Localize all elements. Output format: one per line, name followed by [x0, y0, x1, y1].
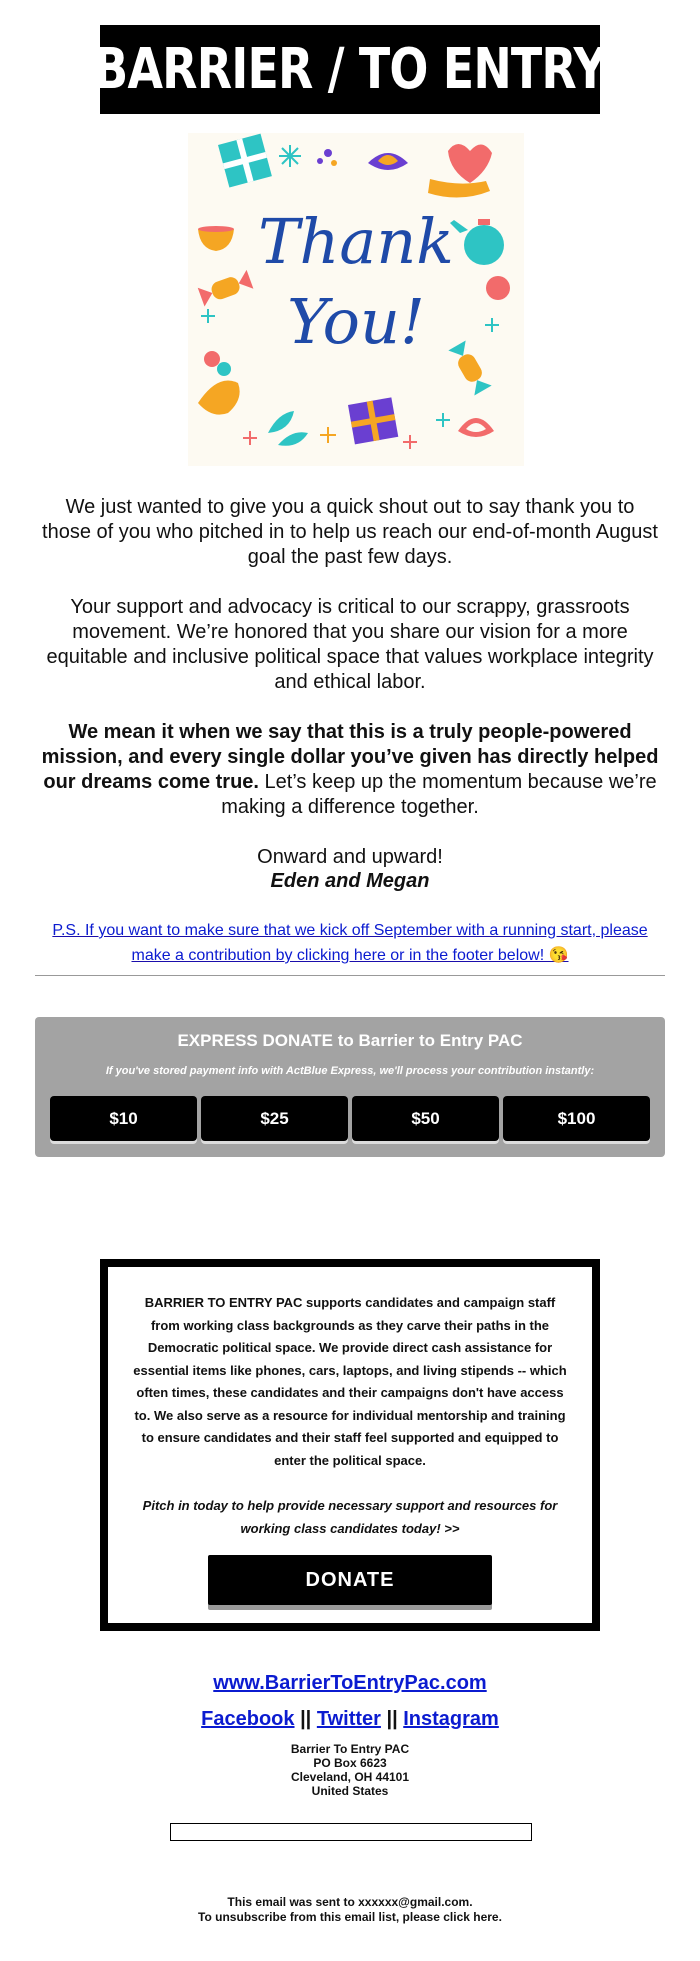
- social-links: [0, 1708, 700, 1731]
- pitch-text: Pitch in today to help provide necessary support and resources for working class candidates today! >>: [142, 1498, 558, 1536]
- you-text: You!: [287, 285, 425, 358]
- teapot-icon: [450, 219, 504, 265]
- message-paragraph-1: We just wanted to give you a quick shout out to say thank you to those of you who pitched in to help us reach our end-of-month August goal the past few days.: [42, 496, 658, 568]
- teacup-icon: [198, 226, 234, 251]
- address-name: Barrier To Entry PAC: [290, 1742, 410, 1756]
- about-text: BARRIER TO ENTRY PAC supports candidates and campaign staff from working class backgrounds as they carve their paths in the Democratic political space. We provide direct cash assistance for essential items like phones, cars, laptops, and living stipends -- which often times, these candidates and their campaigns don't have access to. We also serve as a resource for individual mentorship and training to ensure candidates and their staff feel supported and equipped to enter the political space.: [133, 1295, 567, 1468]
- message-paragraph-3-rest: Let’s keep up the momentum because we’re making a difference together.: [221, 771, 657, 818]
- flower-hand-icon: [198, 351, 240, 415]
- thank-text: Thank: [258, 205, 454, 278]
- flower-icon: [368, 153, 408, 170]
- mailing-address: [0, 1742, 700, 1798]
- thank-you-image: [188, 133, 524, 466]
- footer: [0, 1895, 700, 1925]
- donate-10-button[interactable]: $10: [50, 1096, 197, 1141]
- donate-50-button[interactable]: $50: [352, 1096, 499, 1141]
- donation-amounts: [50, 1096, 650, 1141]
- instagram-link[interactable]: Instagram: [403, 1708, 499, 1730]
- sparkle-icon: [320, 427, 336, 443]
- message-paragraph-3-bold: We mean it when we say that this is a truly people-powered mission, and every single dollar you’ve given has directly helped our dreams come true.: [41, 721, 659, 793]
- message-paragraph-3: [40, 720, 660, 820]
- ps-link-text[interactable]: P.S. If you want to make sure that we kick off September with a running start, please make a contribution by clicking here or in the footer below! 😘: [52, 922, 648, 964]
- heart-hand-icon: [428, 144, 492, 198]
- facebook-link[interactable]: Facebook: [201, 1708, 295, 1730]
- signature: Eden and Megan: [270, 870, 430, 892]
- donate-100-button[interactable]: $100: [503, 1096, 650, 1141]
- twitter-link[interactable]: Twitter: [316, 1708, 381, 1730]
- message-paragraph-2: Your support and advocacy is critical to our scrappy, grassroots movement. We’re honored that you share our vision for a more equitable and inclusive political space that values workplace integrity and ethical labor.: [46, 596, 654, 693]
- express-title: EXPRESS DONATE to Barrier to Entry PAC: [177, 1031, 523, 1050]
- logo-text: BARRIER / TO ENTRY: [93, 37, 607, 102]
- leaf-icon: [268, 411, 308, 446]
- signoff: [40, 845, 660, 893]
- express-donate-panel: [35, 1017, 665, 1157]
- donate-25-button[interactable]: $25: [201, 1096, 348, 1141]
- candy-icon: [198, 270, 254, 307]
- candy-icon: [448, 341, 491, 396]
- about-box: [100, 1259, 600, 1631]
- dot-icon: [317, 158, 323, 164]
- website-link[interactable]: www.BarrierToEntryPac.com: [213, 1672, 487, 1694]
- address-line1: PO Box 6623: [313, 1756, 387, 1770]
- sparkle-icon: [279, 145, 301, 167]
- ps-link[interactable]: [40, 918, 660, 968]
- separator: ||: [300, 1708, 312, 1730]
- address-country: United States: [311, 1784, 389, 1798]
- logo[interactable]: [93, 25, 607, 114]
- signoff-line: Onward and upward!: [257, 846, 443, 868]
- address-line2: Cleveland, OH 44101: [290, 1770, 410, 1784]
- express-subtitle: If you've stored payment info with ActBlue Express, we'll process your contribution instantly:: [105, 1065, 595, 1077]
- flower-icon: [458, 418, 494, 437]
- gift-icon: [218, 134, 272, 188]
- gift-icon: [348, 397, 398, 444]
- dot-icon: [324, 149, 332, 157]
- fruit-icon: [486, 276, 510, 300]
- separator: ||: [386, 1708, 398, 1730]
- unsubscribe-link[interactable]: To unsubscribe from this email list, please click here.: [198, 1910, 502, 1924]
- dot-icon: [331, 160, 337, 166]
- empty-box: [170, 1823, 532, 1841]
- divider: [35, 975, 665, 976]
- donate-button[interactable]: DONATE: [208, 1555, 492, 1605]
- sent-to-text: This email was sent to xxxxxx@gmail.com.: [227, 1895, 473, 1909]
